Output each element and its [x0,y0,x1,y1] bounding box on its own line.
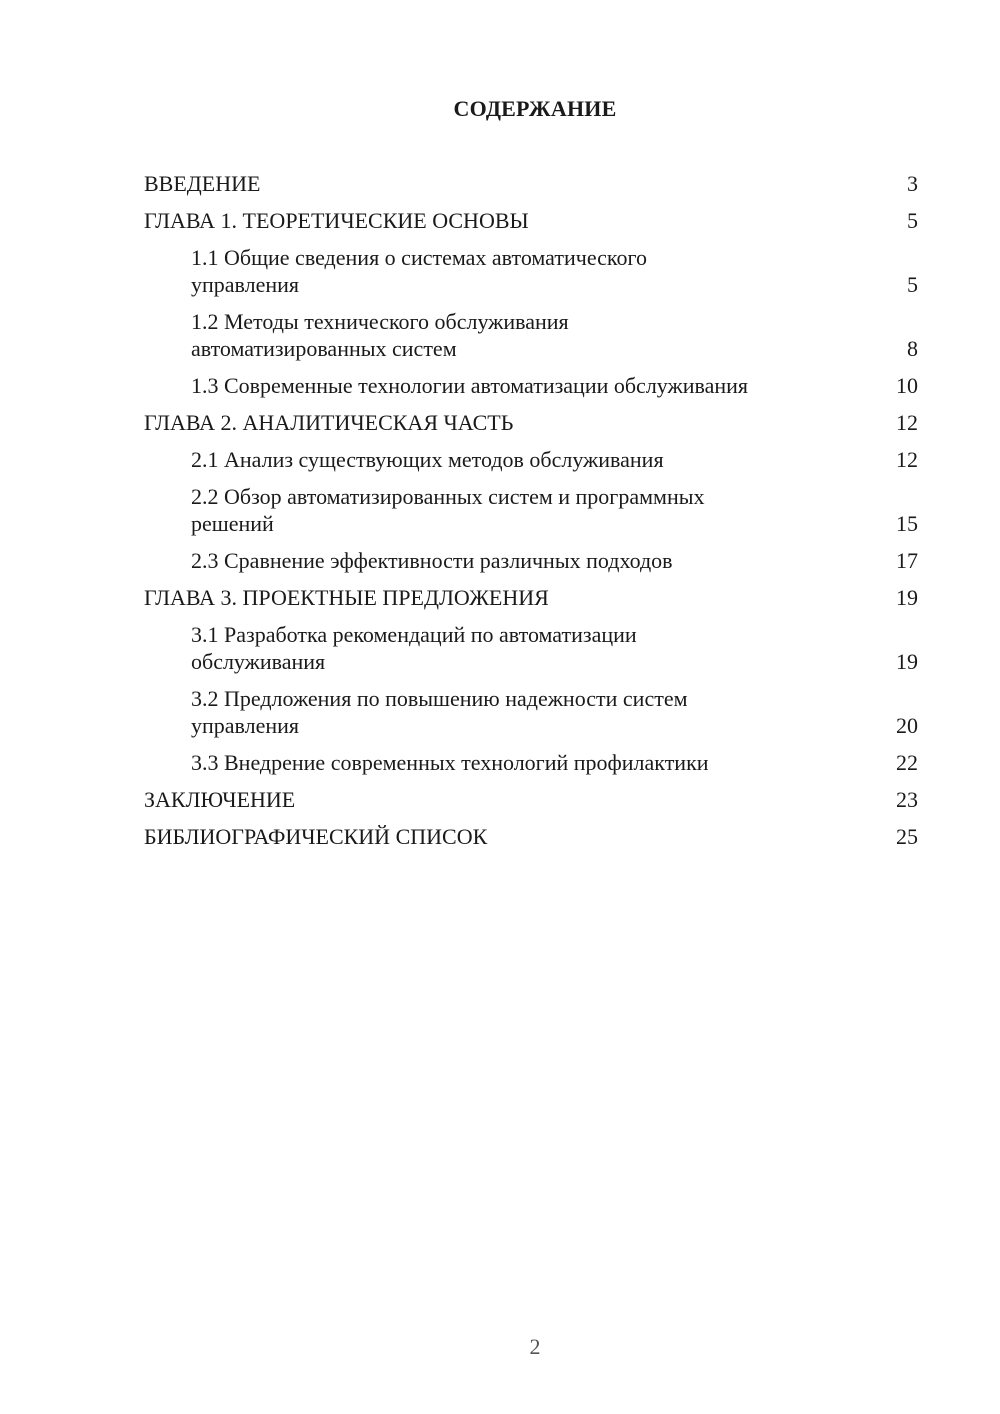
toc-entry-label: 3.3 Внедрение современных технологий профилактики [191,750,709,775]
toc-entry-label: ЗАКЛЮЧЕНИЕ [144,787,296,812]
toc-entry-label: 1.2 Методы технического обслуживания автоматизированных систем [191,309,569,361]
toc-entry-page: 12 [896,447,918,472]
toc-entry-section-1-3[interactable] [144,372,918,399]
toc-entry-label: 2.1 Анализ существующих методов обслуживания [191,447,664,472]
toc-entry-label: 2.2 Обзор автоматизированных систем и программных решений [191,484,705,536]
toc-entry-section-3-1[interactable] [144,621,918,675]
toc-entry-page: 8 [907,336,918,361]
toc-entry-section-2-1[interactable] [144,446,918,473]
toc-entry-page: 10 [896,373,918,398]
toc-entry-page: 17 [896,548,918,573]
table-of-contents [144,170,918,860]
toc-entry-section-3-2[interactable] [144,685,918,739]
toc-entry-label: 3.2 Предложения по повышению надежности систем управления [191,686,688,738]
toc-entry-label: ГЛАВА 1. ТЕОРЕТИЧЕСКИЕ ОСНОВЫ [144,208,529,233]
toc-entry-chapter-2[interactable] [144,409,918,436]
toc-entry-page: 20 [896,713,918,738]
toc-entry-chapter-3[interactable] [144,584,918,611]
toc-entry-page: 12 [896,410,918,435]
toc-entry-page: 22 [896,750,918,775]
toc-entry-chapter-1[interactable] [144,207,918,234]
page-number: 2 [529,1334,541,1359]
toc-entry-label: 1.3 Современные технологии автоматизации обслуживания [191,373,749,398]
toc-entry-label: 1.1 Общие сведения о системах автоматического управления [191,245,647,297]
toc-entry-page: 25 [896,824,918,849]
toc-entry-page: 19 [896,585,918,610]
toc-entry-page: 15 [896,511,918,536]
toc-entry-label: ВВЕДЕНИЕ [144,171,261,196]
toc-entry-section-1-1[interactable] [144,244,918,298]
toc-entry-section-2-3[interactable] [144,547,918,574]
toc-entry-section-1-2[interactable] [144,308,918,362]
toc-entry-introduction[interactable] [144,170,918,197]
toc-entry-page: 5 [907,272,918,297]
toc-entry-label: 3.1 Разработка рекомендаций по автоматизации обслуживания [191,622,637,674]
toc-entry-page: 5 [907,208,918,233]
toc-entry-conclusion[interactable] [144,786,918,813]
toc-entry-bibliography[interactable] [144,823,918,850]
toc-entry-label: ГЛАВА 3. ПРОЕКТНЫЕ ПРЕДЛОЖЕНИЯ [144,585,549,610]
toc-entry-page: 19 [896,649,918,674]
toc-entry-label: БИБЛИОГРАФИЧЕСКИЙ СПИСОК [144,824,488,849]
toc-entry-section-2-2[interactable] [144,483,918,537]
toc-entry-label: 2.3 Сравнение эффективности различных подходов [191,548,673,573]
page-title: СОДЕРЖАНИЕ [453,96,617,121]
toc-entry-page: 3 [907,171,918,196]
toc-entry-section-3-3[interactable] [144,749,918,776]
toc-entry-page: 23 [896,787,918,812]
toc-entry-label: ГЛАВА 2. АНАЛИТИЧЕСКАЯ ЧАСТЬ [144,410,514,435]
